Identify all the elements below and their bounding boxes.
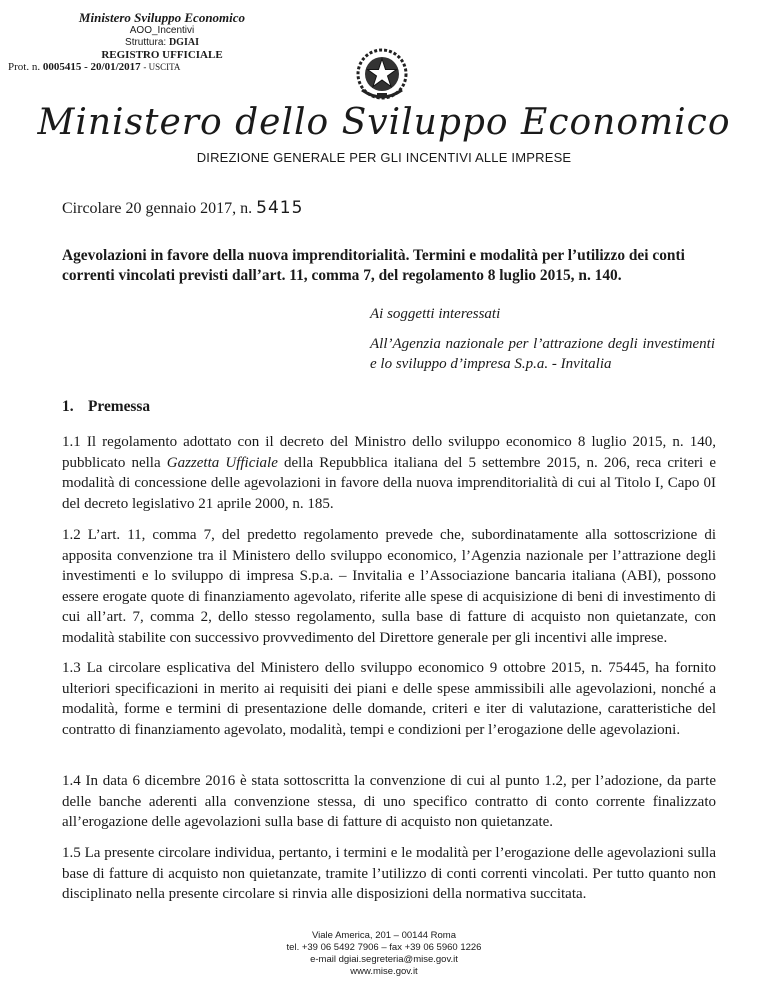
protocol-stamp	[8, 10, 262, 73]
paragraph-1-1	[62, 432, 716, 514]
stamp-protocol	[8, 61, 262, 73]
stamp-prot-number: 0005415 - 20/01/2017	[42, 61, 141, 73]
stamp-aoo: AOO_Incentivi	[129, 25, 195, 36]
section-number: 1.	[62, 398, 74, 415]
stamp-structure	[62, 37, 262, 49]
paragraph-1-2: 1.2 L’art. 11, comma 7, del predetto regolamento prevede che, subordinatamente alla sottoscrizione di apposita convenzione tra il Ministero dello sviluppo economico, l’Agenzia nazionale per l’attrazione degli investimenti e lo sviluppo di impresa S.p.a. – Invitalia e l’Associazione bancaria italiana (ABI), possono essere erogate quote di finanziamento agevolato, riferite alle spese di acquisizione di beni di investimento di cui all’art. 7, comma 2, dello stesso regolamento, sulla base di fatture di acquisto non quietanzate, con modalità stabilite con successivo provvedimento del Direttore generale per gli incentivi alle imprese.	[62, 527, 716, 646]
footer-web: www.mise.gov.it	[350, 966, 418, 977]
document-subject: Agevolazioni in favore della nuova imprenditorialità. Termini e modalità per l’utilizzo dei conti correnti vincolati previsti dall’art. 11, comma 7, del regolamento 8 luglio 2015, n. 140.	[62, 247, 685, 284]
circolare-number: 5415	[256, 198, 304, 218]
stamp-prot-suffix: - USCITA	[143, 62, 181, 72]
circolare-text: Circolare 20 gennaio 2017, n.	[62, 200, 253, 217]
paragraph-1-3: 1.3 La circolare esplicativa del Ministero dello sviluppo economico 9 ottobre 2015, n. 75445, ha fornito ulteriori specificazioni in merito ai requisiti dei piani e delle spese ammissibili alle agevolazioni, nonché a modalità, forme e termini di presentazione delle domande, criteri e iter di valutazione, caratteristiche del contratto di finanziamento agevolato, modalità, tempi e condizioni per l’erogazione delle agevolazioni.	[62, 660, 716, 738]
footer-email: e-mail dgiai.segreteria@mise.gov.it	[310, 954, 458, 965]
paragraph-1-1-part-b: della Repubblica italiana del 5 settembre 2015, n. 206, reca criteri e modalità di concessione delle agevolazioni in favore della nuova imprenditorialità di cui al Titolo I, Capo 0I del decreto legislativo 21 aprile 2000, n. 185.	[62, 454, 716, 512]
paragraph-1-1-part-a: 1.1 Il regolamento adottato con il decreto del Ministro dello sviluppo economico 8 luglio 2015, n. 140, pubblicato nella	[62, 434, 716, 471]
italian-republic-emblem-icon	[352, 46, 412, 104]
paragraph-1-4: 1.4 In data 6 dicembre 2016 è stata sottoscritta la convenzione di cui al punto 1.2, per l’adozione, da parte delle banche aderenti alla convenzione stessa, di uno specifico contratto di conto corrente finalizzato all’erogazione delle agevolazioni sulla base di fatture di acquisto non quietanzate.	[62, 773, 716, 830]
stamp-structure-label: Struttura:	[125, 37, 167, 48]
letterhead-direzione: DIREZIONE GENERALE PER GLI INCENTIVI ALLE IMPRESE	[196, 150, 572, 165]
stamp-prot-prefix: Prot. n.	[8, 61, 41, 73]
footer-phone: tel. +39 06 5492 7906 – fax +39 06 5960 1226	[286, 942, 482, 953]
paragraph-1-5: 1.5 La presente circolare individua, pertanto, i termini e le modalità per l’erogazione delle agevolazioni sulla base di fatture di acquisto non quietanzate, tramite l’utilizzo di conti correnti vincolati. Per tutto quanto non disciplinato nella presente circolare si rinvia alle disposizioni della normativa succitata.	[62, 845, 716, 902]
paragraph-1-1-italic: Gazzetta Ufficiale	[166, 454, 278, 471]
section-heading	[62, 398, 150, 416]
stamp-register: REGISTRO UFFICIALE	[101, 49, 223, 61]
stamp-ministry: Ministero Sviluppo Economico	[78, 10, 246, 25]
addressee-interested: Ai soggetti interessati	[370, 306, 501, 322]
circolare-line	[62, 198, 303, 218]
footer	[0, 930, 768, 978]
section-title: Premessa	[88, 398, 151, 415]
footer-address: Viale America, 201 – 00144 Roma	[312, 930, 456, 941]
stamp-structure-value: DGIAI	[168, 37, 199, 48]
letterhead-ministry: Ministero dello Sviluppo Economico	[37, 102, 731, 143]
addressee-invitalia: All’Agenzia nazionale per l’attrazione degli investimenti e lo sviluppo d’impresa S.p.a. - Invitalia	[370, 336, 715, 372]
